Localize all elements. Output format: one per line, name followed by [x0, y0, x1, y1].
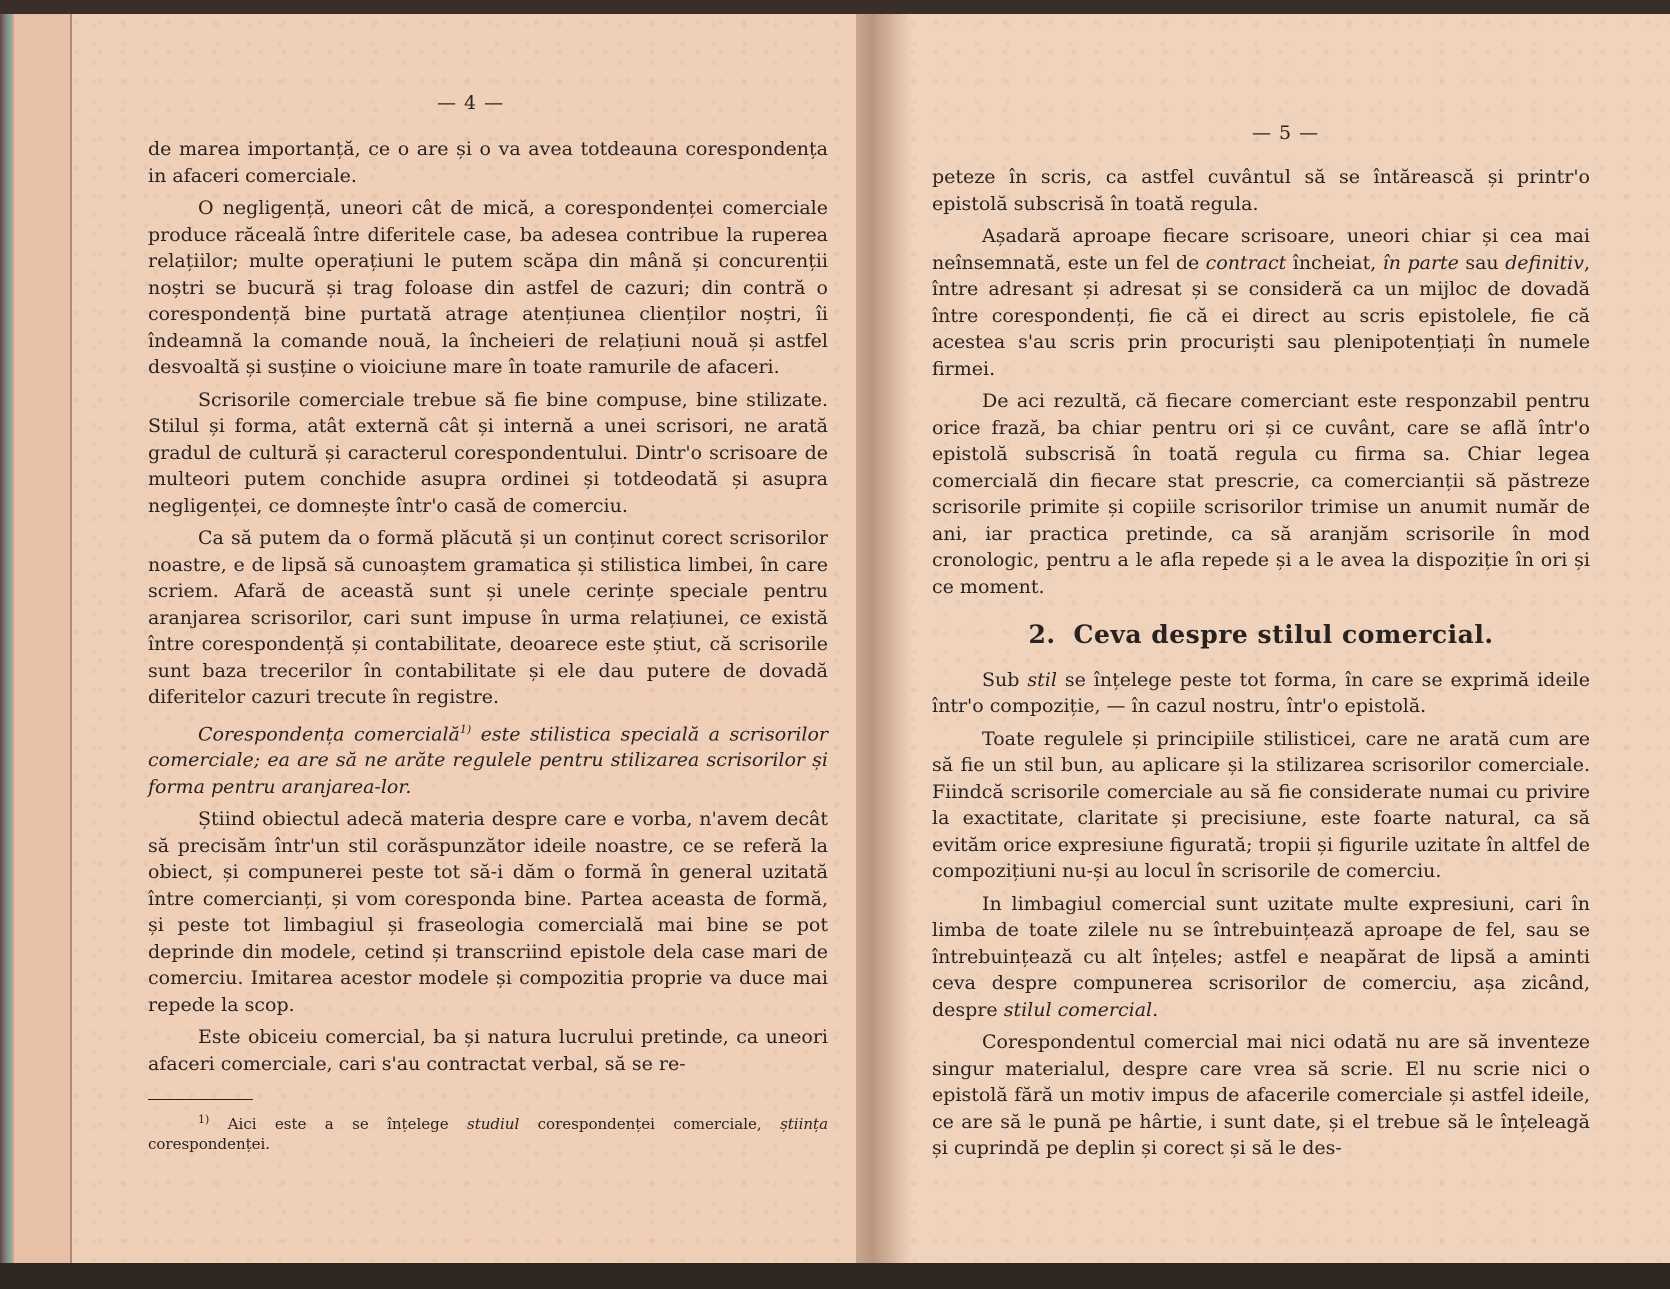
- paragraph: de marea importanță, ce o are și o va avea totdeauna corespondența in afaceri comerciale.: [148, 138, 828, 187]
- footnote-italic: studiul: [467, 1115, 520, 1134]
- right-page-text: [932, 164, 1590, 1168]
- right-page: [862, 14, 1670, 1276]
- page-number-right: — 5 —: [1252, 122, 1320, 144]
- text-run: , între adresant și adresat și se consideră ca un mijloc de dovadă între corespondenți, fie că ei direct au scris epistolele, fie că acestea s'au scris prin procuriști sau plenipotențiați în numele firmei.: [932, 251, 1590, 380]
- paragraph: De aci rezultă, că fiecare comerciant este responzabil pentru orice frază, ba chiar pentru ori și ce cuvânt, care se află într'o epistolă subscrisă în toată regula cu firma sa. Chiar legea comercială din fiecare stat prescrie, ca comercianții să păstreze scrisorile primite și copiile scrisorilor trimise un anumit număr de ani, iar practica pretinde, ca să aranjăm scrisorile în mod cronologic, pentru a le afla repede și a le avea la dispoziție în ori și ce moment.: [932, 390, 1590, 598]
- text-run: Așadară aproape fiecare scrisoare, uneori chiar și cea mai neînsemnată, este un fel de: [932, 225, 1590, 274]
- paragraph: [932, 223, 1590, 382]
- footnote-text: Aici este a se înțelege: [209, 1115, 468, 1134]
- book-spine-edge: [0, 14, 14, 1274]
- italic-term: stil: [1027, 668, 1057, 691]
- text-run: Sub: [982, 668, 1028, 691]
- paragraph: Toate regulele și principiile stilisticei, care ne arată cum are să fie un stil bun, au aplicare și la stilizarea scrisorilor comerciale. Fiindcă scrisorile comerciale au să fie considerate numai cu privire la exactitate, claritate și precisiune, este foarte natural, ca să evităm orice expresiune figurată; tropii și figurile uzitate în altfel de compozițiuni nu-și au locul în scrisorile de comerciu.: [932, 727, 1590, 882]
- definition-paragraph: [148, 717, 828, 801]
- paragraph: [932, 891, 1590, 1024]
- book-cover-bottom-edge: [0, 1263, 1670, 1289]
- paragraph: peteze în scris, ca astfel cuvântul să se întărească și printr'o epistolă subscrisă în toată regula.: [932, 166, 1590, 215]
- section-heading: [932, 622, 1590, 649]
- page-number-left: — 4 —: [437, 92, 505, 114]
- footnote-italic: știința: [780, 1115, 829, 1134]
- text-run: .: [1152, 998, 1159, 1021]
- italic-term: contract: [1205, 251, 1287, 274]
- book-gutter: [856, 14, 912, 1276]
- section-title: Ceva despre stilul comercial.: [1073, 620, 1494, 649]
- text-run: încheiat,: [1286, 251, 1383, 274]
- footnote-marker: 1): [198, 1113, 210, 1127]
- italic-term: definitiv: [1505, 251, 1584, 274]
- italic-term: stilul comercial: [1003, 998, 1153, 1021]
- paragraph: O negligență, uneori cât de mică, a corespondenței comerciale produce răceală între diferitele case, ba adesea contribue la ruperea relațiilor; multe operațiuni le putem scăpa din mână și concurenții noștri se bucură și trag foloase din astfel de cazuri; din contră o corespondență bine purtată atrage atențiunea clienților noștri, îi îndeamnă la comande nouă, la încheieri de relațiuni nouă și astfel desvoaltă și susține o vioiciune mare în toate ramurile de afaceri.: [148, 197, 828, 378]
- footnote-reference[interactable]: 1): [459, 722, 472, 736]
- text-run: sau: [1458, 251, 1506, 274]
- paragraph: Ca să putem da o formă plăcută și un conținut corect scrisorilor noastre, e de lipsă să cunoaștem gramatica și stilistica limbei, în care scriem. Afară de această sunt și unele cerințe speciale pentru aranjarea scrisorilor, cari sunt impuse în urma relațiunei, ce există între corespondență și contabilitate, deoarece este știut, că scrisorile sunt baza trecerilor în contabilitate și ele dau putere de dovadă diferitelor cazuri trecute în registre.: [148, 527, 828, 708]
- footnote-divider: [148, 1099, 253, 1100]
- section-number: 2.: [1028, 620, 1056, 649]
- paragraph: Scrisorile comerciale trebue să fie bine compuse, bine stilizate. Stilul și forma, atât externă cât și internă a unei scrisori, ne arată gradul de cultură și caracterul corespondentului. Dintr'o scrisoare de multeori putem conchide asupra ordinei și totdeodată și asupra negligenței, ce domnește într'o casă de comerciu.: [148, 388, 828, 517]
- footnote-text: corespondenței.: [148, 1135, 271, 1154]
- page-stack-edge: [14, 14, 72, 1276]
- left-page: [72, 14, 862, 1276]
- footnote: [148, 1110, 828, 1154]
- paragraph: Corespondentul comercial mai nici odată nu are să inventeze singur materialul, despre care vrea să scrie. El nu scrie nici o epistolă fără un motiv impus de afacerile comerciale și astfel ideile, ce are să le pună pe hârtie, i sunt date, și el trebue să le înțeleagă și cuprindă pe deplin și corect și să le des-: [932, 1031, 1590, 1159]
- defined-term: Corespondența comercială: [198, 722, 460, 745]
- paragraph: [932, 667, 1590, 720]
- footnote-text: corespondenței comerciale,: [519, 1115, 781, 1134]
- paragraph: Este obiceiu comercial, ba și natura lucrului pretinde, ca uneori afaceri comerciale, cari s'au contractat verbal, să se re-: [148, 1026, 828, 1075]
- italic-term: în parte: [1382, 251, 1459, 274]
- book-cover-top-edge: [0, 0, 1670, 14]
- left-page-text: [148, 136, 828, 1154]
- text-run: In limbagiul comercial sunt uzitate multe expresiuni, cari în limba de toate zilele nu se întrebuințează aproape de fel, sau se întrebuințează cu alt înțeles; astfel e neapărat de lipsă a aminti ceva despre compunerea scrisorilor de comerciu, așa zicând, despre: [932, 892, 1590, 1021]
- text-run: se înțelege peste tot forma, în care se exprimă ideile într'o compoziție, — în cazul nostru, într'o epistolă.: [932, 668, 1590, 717]
- definition-text: este stilistica specială a scrisorilor comerciale; ea are să ne arăte regulele pentru stilizarea scrisorilor și forma pentru aranjarea-lor.: [148, 722, 828, 798]
- paragraph: Știind obiectul adecă materia despre care e vorba, n'avem decât să precisăm într'un stil corăspunzător ideile noastre, ce se referă la obiect, și compunerei peste tot să-i dăm o formă în general uzitată între comercianți, și vom coresponda bine. Partea aceasta de formă, și peste tot limbagiul și fraseologia comercială mai bine se pot deprinde din modele, cetind și transcriind epistole dela case mari de comerciu. Imitarea acestor modele și compozitia proprie va duce mai repede la scop.: [148, 808, 828, 1016]
